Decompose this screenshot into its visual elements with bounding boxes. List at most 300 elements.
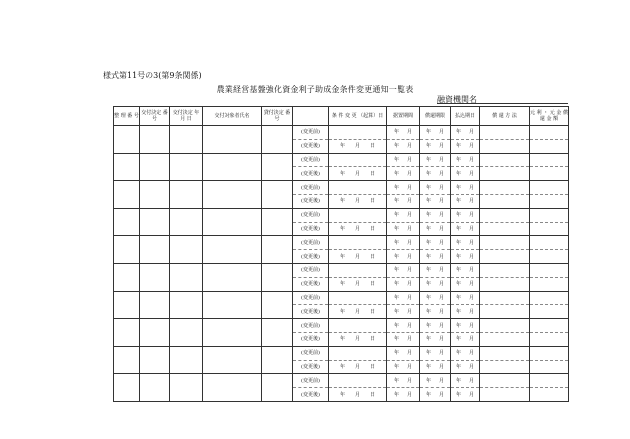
grace-period-cell: [387, 277, 420, 291]
year-label: 年: [425, 294, 431, 301]
change-date-cell: [329, 222, 387, 236]
repayment-method-cell: [480, 305, 530, 319]
change-date-cell: [329, 208, 387, 222]
year-label: 年: [425, 198, 431, 205]
repayment-amount-cell: [530, 139, 569, 153]
year-label: 年: [455, 225, 461, 232]
repayment-amount-cell: [530, 167, 569, 181]
month-label: 月: [469, 225, 475, 232]
month-label: 月: [354, 225, 360, 232]
table-row-before: [114, 319, 569, 333]
year-label: 年: [393, 267, 399, 274]
institution-name-label: 融資機関名: [437, 95, 477, 104]
year-label: 年: [393, 391, 399, 398]
day-label: 日: [370, 170, 376, 177]
repayment-amount-cell: [530, 250, 569, 264]
change-date-cell: [329, 263, 387, 277]
repayment-method-cell: [480, 360, 530, 374]
month-label: 月: [469, 350, 475, 357]
table-header-row: [114, 107, 569, 126]
month-label: 月: [407, 129, 413, 136]
repayment-deadline-cell: [420, 388, 451, 402]
grace-period-cell: [387, 305, 420, 319]
day-label: 日: [370, 225, 376, 232]
kashitsuke-kettei-bango-cell: [262, 319, 293, 347]
recipient-name-cell: [203, 208, 262, 236]
year-label: 年: [393, 184, 399, 191]
kofu-kettei-date-cell: [170, 346, 203, 374]
year-label: 年: [393, 253, 399, 260]
payment-due-cell: [451, 167, 480, 181]
change-kind-label: (変更後): [293, 360, 329, 374]
change-kind-label: (変更後): [293, 388, 329, 402]
month-label: 月: [354, 391, 360, 398]
seiri-bango-cell: [114, 346, 140, 374]
seiri-bango-cell: [114, 208, 140, 236]
year-label: 年: [393, 308, 399, 315]
grace-period-cell: [387, 181, 420, 195]
month-label: 月: [469, 322, 475, 329]
header-change-kind: [293, 107, 329, 126]
month-label: 月: [439, 281, 445, 288]
change-date-cell: [329, 332, 387, 346]
repayment-deadline-cell: [420, 139, 451, 153]
year-label: 年: [339, 308, 345, 315]
month-label: 月: [407, 156, 413, 163]
repayment-amount-cell: [530, 126, 569, 140]
repayment-amount-cell: [530, 153, 569, 167]
repayment-deadline-cell: [420, 305, 451, 319]
year-label: 年: [455, 322, 461, 329]
year-label: 年: [339, 281, 345, 288]
payment-due-cell: [451, 126, 480, 140]
year-label: 年: [425, 239, 431, 246]
change-date-cell: [329, 346, 387, 360]
change-kind-label: (変更前): [293, 374, 329, 388]
year-label: 年: [425, 143, 431, 150]
month-label: 月: [407, 198, 413, 205]
kofu-kettei-bango-cell: [140, 236, 170, 264]
repayment-deadline-cell: [420, 277, 451, 291]
grace-period-cell: [387, 374, 420, 388]
month-label: 月: [439, 267, 445, 274]
year-label: 年: [455, 143, 461, 150]
repayment-method-cell: [480, 167, 530, 181]
repayment-method-cell: [480, 153, 530, 167]
year-label: 年: [425, 170, 431, 177]
month-label: 月: [407, 322, 413, 329]
month-label: 月: [439, 129, 445, 136]
payment-due-cell: [451, 319, 480, 333]
change-date-cell: [329, 139, 387, 153]
repayment-deadline-cell: [420, 374, 451, 388]
year-label: 年: [455, 198, 461, 205]
repayment-method-cell: [480, 319, 530, 333]
repayment-deadline-cell: [420, 181, 451, 195]
month-label: 月: [439, 294, 445, 301]
payment-due-cell: [451, 153, 480, 167]
month-label: 月: [469, 184, 475, 191]
month-label: 月: [354, 170, 360, 177]
kofu-kettei-bango-cell: [140, 374, 170, 402]
repayment-method-cell: [480, 236, 530, 250]
repayment-deadline-cell: [420, 319, 451, 333]
month-label: 月: [439, 239, 445, 246]
year-label: 年: [393, 350, 399, 357]
year-label: 年: [455, 391, 461, 398]
kashitsuke-kettei-bango-cell: [262, 153, 293, 181]
year-label: 年: [425, 363, 431, 370]
kofu-kettei-date-cell: [170, 319, 203, 347]
table-row-before: [114, 374, 569, 388]
seiri-bango-cell: [114, 153, 140, 181]
payment-due-cell: [451, 263, 480, 277]
repayment-amount-cell: [530, 277, 569, 291]
repayment-amount-cell: [530, 305, 569, 319]
year-label: 年: [455, 267, 461, 274]
year-label: 年: [455, 170, 461, 177]
month-label: 月: [439, 198, 445, 205]
year-label: 年: [393, 198, 399, 205]
payment-due-cell: [451, 388, 480, 402]
month-label: 月: [439, 253, 445, 260]
month-label: 月: [469, 281, 475, 288]
header-payment-due: 払込期日: [451, 107, 480, 126]
year-label: 年: [425, 184, 431, 191]
repayment-method-cell: [480, 374, 530, 388]
kashitsuke-kettei-bango-cell: [262, 374, 293, 402]
year-label: 年: [425, 267, 431, 274]
change-date-cell: [329, 291, 387, 305]
payment-due-cell: [451, 291, 480, 305]
kofu-kettei-bango-cell: [140, 263, 170, 291]
year-label: 年: [455, 336, 461, 343]
payment-due-cell: [451, 222, 480, 236]
grace-period-cell: [387, 126, 420, 140]
repayment-amount-cell: [530, 263, 569, 277]
year-label: 年: [455, 363, 461, 370]
repayment-amount-cell: [530, 181, 569, 195]
grace-period-cell: [387, 139, 420, 153]
month-label: 月: [469, 253, 475, 260]
change-date-cell: [329, 388, 387, 402]
header-seiri-bango: 整 理 番 号: [114, 107, 140, 126]
grace-period-cell: [387, 388, 420, 402]
recipient-name-cell: [203, 153, 262, 181]
year-label: 年: [425, 253, 431, 260]
repayment-amount-cell: [530, 388, 569, 402]
change-kind-label: (変更前): [293, 236, 329, 250]
table-row-before: [114, 126, 569, 140]
repayment-method-cell: [480, 250, 530, 264]
year-label: 年: [339, 143, 345, 150]
header-kofu-kettei-bango: 交付決定 番 号: [140, 107, 170, 126]
day-label: 日: [370, 198, 376, 205]
change-kind-label: (変更後): [293, 332, 329, 346]
month-label: 月: [407, 184, 413, 191]
year-label: 年: [393, 225, 399, 232]
document-title: 農業経営基盤強化資金利子助成金条件変更通知一覧表: [216, 85, 414, 94]
year-label: 年: [393, 212, 399, 219]
recipient-name-cell: [203, 291, 262, 319]
year-label: 年: [455, 308, 461, 315]
month-label: 月: [469, 363, 475, 370]
seiri-bango-cell: [114, 263, 140, 291]
change-date-cell: [329, 319, 387, 333]
change-date-cell: [329, 167, 387, 181]
kofu-kettei-date-cell: [170, 236, 203, 264]
month-label: 月: [407, 294, 413, 301]
day-label: 日: [370, 336, 376, 343]
month-label: 月: [439, 391, 445, 398]
grace-period-cell: [387, 250, 420, 264]
repayment-method-cell: [480, 181, 530, 195]
payment-due-cell: [451, 374, 480, 388]
recipient-name-cell: [203, 346, 262, 374]
repayment-method-cell: [480, 222, 530, 236]
change-date-cell: [329, 277, 387, 291]
year-label: 年: [455, 377, 461, 384]
month-label: 月: [407, 170, 413, 177]
kofu-kettei-date-cell: [170, 153, 203, 181]
year-label: 年: [339, 363, 345, 370]
repayment-deadline-cell: [420, 291, 451, 305]
month-label: 月: [407, 363, 413, 370]
payment-due-cell: [451, 332, 480, 346]
month-label: 月: [407, 225, 413, 232]
year-label: 年: [339, 225, 345, 232]
repayment-method-cell: [480, 263, 530, 277]
year-label: 年: [393, 239, 399, 246]
change-kind-label: (変更前): [293, 153, 329, 167]
year-label: 年: [425, 129, 431, 136]
year-label: 年: [393, 336, 399, 343]
month-label: 月: [469, 143, 475, 150]
month-label: 月: [354, 143, 360, 150]
payment-due-cell: [451, 194, 480, 208]
table-row-before: [114, 291, 569, 305]
kofu-kettei-date-cell: [170, 208, 203, 236]
change-kind-label: (変更後): [293, 167, 329, 181]
year-label: 年: [339, 198, 345, 205]
year-label: 年: [455, 281, 461, 288]
year-label: 年: [425, 281, 431, 288]
kofu-kettei-bango-cell: [140, 153, 170, 181]
kashitsuke-kettei-bango-cell: [262, 181, 293, 209]
condition-change-table: [113, 106, 569, 402]
change-kind-label: (変更前): [293, 291, 329, 305]
month-label: 月: [407, 308, 413, 315]
change-date-cell: [329, 374, 387, 388]
month-label: 月: [354, 198, 360, 205]
year-label: 年: [425, 336, 431, 343]
year-label: 年: [393, 322, 399, 329]
repayment-deadline-cell: [420, 236, 451, 250]
kofu-kettei-bango-cell: [140, 291, 170, 319]
kofu-kettei-date-cell: [170, 374, 203, 402]
month-label: 月: [407, 336, 413, 343]
grace-period-cell: [387, 208, 420, 222]
header-repayment-method: 償 還 方 法: [480, 107, 530, 126]
year-label: 年: [455, 129, 461, 136]
repayment-method-cell: [480, 388, 530, 402]
repayment-deadline-cell: [420, 194, 451, 208]
month-label: 月: [439, 363, 445, 370]
year-label: 年: [339, 170, 345, 177]
month-label: 月: [407, 350, 413, 357]
seiri-bango-cell: [114, 236, 140, 264]
month-label: 月: [439, 308, 445, 315]
seiri-bango-cell: [114, 126, 140, 154]
repayment-method-cell: [480, 139, 530, 153]
month-label: 月: [469, 156, 475, 163]
month-label: 月: [469, 170, 475, 177]
month-label: 月: [469, 308, 475, 315]
change-date-cell: [329, 153, 387, 167]
grace-period-cell: [387, 332, 420, 346]
year-label: 年: [425, 308, 431, 315]
month-label: 月: [439, 156, 445, 163]
kashitsuke-kettei-bango-cell: [262, 236, 293, 264]
month-label: 月: [469, 391, 475, 398]
month-label: 月: [407, 239, 413, 246]
year-label: 年: [339, 391, 345, 398]
day-label: 日: [370, 391, 376, 398]
table-row-before: [114, 153, 569, 167]
month-label: 月: [439, 212, 445, 219]
change-kind-label: (変更後): [293, 277, 329, 291]
seiri-bango-cell: [114, 319, 140, 347]
repayment-amount-cell: [530, 194, 569, 208]
month-label: 月: [439, 225, 445, 232]
year-label: 年: [425, 212, 431, 219]
recipient-name-cell: [203, 181, 262, 209]
year-label: 年: [455, 212, 461, 219]
year-label: 年: [455, 350, 461, 357]
grace-period-cell: [387, 167, 420, 181]
month-label: 月: [354, 336, 360, 343]
month-label: 月: [469, 294, 475, 301]
kofu-kettei-bango-cell: [140, 208, 170, 236]
kofu-kettei-bango-cell: [140, 181, 170, 209]
month-label: 月: [354, 363, 360, 370]
header-kofu-kettei-date: 交付決定 年 月 日: [170, 107, 203, 126]
year-label: 年: [455, 184, 461, 191]
change-date-cell: [329, 250, 387, 264]
month-label: 月: [439, 170, 445, 177]
year-label: 年: [393, 129, 399, 136]
month-label: 月: [439, 377, 445, 384]
change-kind-label: (変更前): [293, 208, 329, 222]
repayment-method-cell: [480, 126, 530, 140]
month-label: 月: [407, 253, 413, 260]
kofu-kettei-bango-cell: [140, 319, 170, 347]
month-label: 月: [469, 336, 475, 343]
year-label: 年: [393, 156, 399, 163]
repayment-amount-cell: [530, 291, 569, 305]
day-label: 日: [370, 281, 376, 288]
month-label: 月: [407, 267, 413, 274]
month-label: 月: [469, 377, 475, 384]
year-label: 年: [393, 294, 399, 301]
change-kind-label: (変更前): [293, 181, 329, 195]
year-label: 年: [425, 377, 431, 384]
repayment-amount-cell: [530, 360, 569, 374]
repayment-amount-cell: [530, 208, 569, 222]
year-label: 年: [455, 253, 461, 260]
payment-due-cell: [451, 208, 480, 222]
change-kind-label: (変更後): [293, 194, 329, 208]
month-label: 月: [439, 322, 445, 329]
change-kind-label: (変更後): [293, 250, 329, 264]
institution-name-line: [437, 103, 568, 104]
seiri-bango-cell: [114, 291, 140, 319]
repayment-deadline-cell: [420, 346, 451, 360]
repayment-deadline-cell: [420, 126, 451, 140]
payment-due-cell: [451, 236, 480, 250]
change-date-cell: [329, 305, 387, 319]
kofu-kettei-date-cell: [170, 291, 203, 319]
repayment-method-cell: [480, 332, 530, 346]
change-kind-label: (変更前): [293, 263, 329, 277]
change-kind-label: (変更前): [293, 319, 329, 333]
kofu-kettei-date-cell: [170, 263, 203, 291]
table-row-before: [114, 236, 569, 250]
grace-period-cell: [387, 153, 420, 167]
payment-due-cell: [451, 139, 480, 153]
table-row-before: [114, 263, 569, 277]
change-date-cell: [329, 181, 387, 195]
table-row-before: [114, 181, 569, 195]
year-label: 年: [425, 156, 431, 163]
month-label: 月: [439, 350, 445, 357]
kashitsuke-kettei-bango-cell: [262, 263, 293, 291]
repayment-deadline-cell: [420, 222, 451, 236]
recipient-name-cell: [203, 126, 262, 154]
change-kind-label: (変更後): [293, 305, 329, 319]
repayment-amount-cell: [530, 236, 569, 250]
seiri-bango-cell: [114, 181, 140, 209]
grace-period-cell: [387, 236, 420, 250]
month-label: 月: [469, 129, 475, 136]
repayment-amount-cell: [530, 346, 569, 360]
grace-period-cell: [387, 222, 420, 236]
repayment-method-cell: [480, 208, 530, 222]
repayment-method-cell: [480, 277, 530, 291]
year-label: 年: [425, 350, 431, 357]
day-label: 日: [370, 308, 376, 315]
year-label: 年: [393, 170, 399, 177]
repayment-amount-cell: [530, 332, 569, 346]
repayment-deadline-cell: [420, 360, 451, 374]
kashitsuke-kettei-bango-cell: [262, 291, 293, 319]
grace-period-cell: [387, 319, 420, 333]
repayment-deadline-cell: [420, 332, 451, 346]
month-label: 月: [439, 336, 445, 343]
change-date-cell: [329, 194, 387, 208]
grace-period-cell: [387, 360, 420, 374]
year-label: 年: [393, 363, 399, 370]
repayment-amount-cell: [530, 319, 569, 333]
month-label: 月: [407, 377, 413, 384]
kofu-kettei-date-cell: [170, 181, 203, 209]
year-label: 年: [455, 294, 461, 301]
repayment-deadline-cell: [420, 153, 451, 167]
year-label: 年: [455, 156, 461, 163]
recipient-name-cell: [203, 319, 262, 347]
payment-due-cell: [451, 346, 480, 360]
year-label: 年: [393, 143, 399, 150]
